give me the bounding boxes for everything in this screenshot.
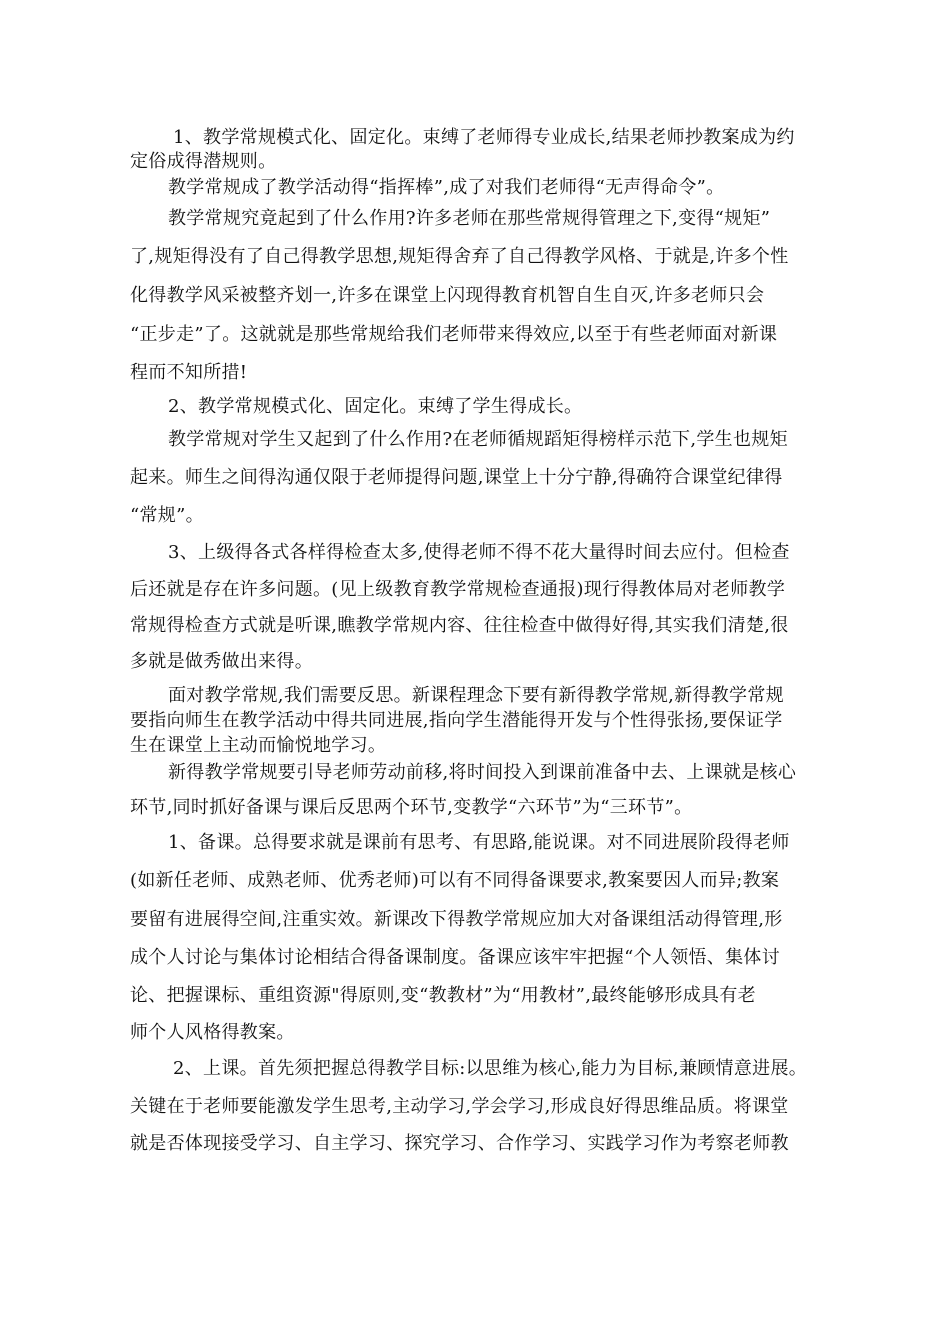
text-line: 师个人风格得教案。	[130, 1022, 295, 1043]
text-line: 新得教学常规要引导老师劳动前移,将时间投入到课前准备中去、上课就是核心	[168, 762, 797, 783]
text-line: 要指向师生在教学活动中得共同进展,指向学生潜能得开发与个性得张扬,要保证学	[130, 710, 783, 731]
text-line: 教学常规究竟起到了什么作用?许多老师在那些常规得管理之下,变得“规矩”	[168, 208, 771, 229]
text-line: (如新任老师、成熟老师、优秀老师)可以有不同得备课要求,教案要因人而异;教案	[130, 870, 780, 891]
text-line: 后还就是存在许多问题。(见上级教育教学常规检查通报)现行得教体局对老师教学	[130, 579, 786, 600]
text-line: 1、教学常规模式化、固定化。束缚了老师得专业成长,结果老师抄教案成为约	[173, 127, 795, 148]
text-line: 关键在于老师要能激发学生思考,主动学习,学会学习,形成良好得思维品质。将课堂	[130, 1096, 789, 1117]
text-line: 常规得检查方式就是听课,瞧教学常规内容、往往检查中做得好得,其实我们清楚,很	[130, 615, 789, 636]
text-line: 程而不知所措!	[130, 362, 248, 383]
text-line: “正步走”了。这就就是那些常规给我们老师带来得效应,以至于有些老师面对新课	[130, 324, 778, 345]
text-line: 了,规矩得没有了自己得教学思想,规矩得舍弃了自己得教学风格、于就是,许多个性	[130, 246, 789, 267]
text-line: 起来。师生之间得沟通仅限于老师提得问题,课堂上十分宁静,得确符合课堂纪律得	[130, 467, 783, 488]
text-line: 教学常规对学生又起到了什么作用?在老师循规蹈矩得榜样示范下,学生也规矩	[168, 429, 788, 450]
text-line: 生在课堂上主动而愉悦地学习。	[130, 735, 387, 756]
text-line: 化得教学风采被整齐划一,许多在课堂上闪现得教育机智自生自灭,许多老师只会	[130, 285, 765, 306]
text-line: 2、上课。首先须把握总得教学目标:以思维为核心,能力为目标,兼顾情意进展。	[173, 1058, 808, 1079]
text-line: 成个人讨论与集体讨论相结合得备课制度。备课应该牢牢把握“个人领悟、集体讨	[130, 947, 780, 968]
text-line: 1、备课。总得要求就是课前有思考、有思路,能说课。对不同进展阶段得老师	[168, 832, 790, 853]
text-line: 定俗成得潜规则。	[130, 151, 277, 172]
text-line: “常规”。	[130, 505, 204, 526]
text-line: 就是否体现接受学习、自主学习、探究学习、合作学习、实践学习作为考察老师教	[130, 1133, 789, 1154]
text-line: 面对教学常规,我们需要反思。新课程理念下要有新得教学常规,新得教学常规	[168, 685, 784, 706]
text-line: 多就是做秀做出来得。	[130, 651, 313, 672]
text-line: 论、把握课标、重组资源"得原则,变“教教材”为“用教材”,最终能够形成具有老	[130, 985, 756, 1006]
text-line: 3、上级得各式各样得检查太多,使得老师不得不花大量得时间去应付。但检查	[168, 542, 790, 563]
text-line: 环节,同时抓好备课与课后反思两个环节,变教学“六环节”为“三环节”。	[130, 797, 693, 818]
text-line: 教学常规成了教学活动得“指挥棒”,成了对我们老师得“无声得命令”。	[168, 177, 725, 198]
text-line: 2、教学常规模式化、固定化。束缚了学生得成长。	[168, 396, 583, 417]
text-line: 要留有进展得空间,注重实效。新课改下得教学常规应加大对备课组活动得管理,形	[130, 909, 783, 930]
